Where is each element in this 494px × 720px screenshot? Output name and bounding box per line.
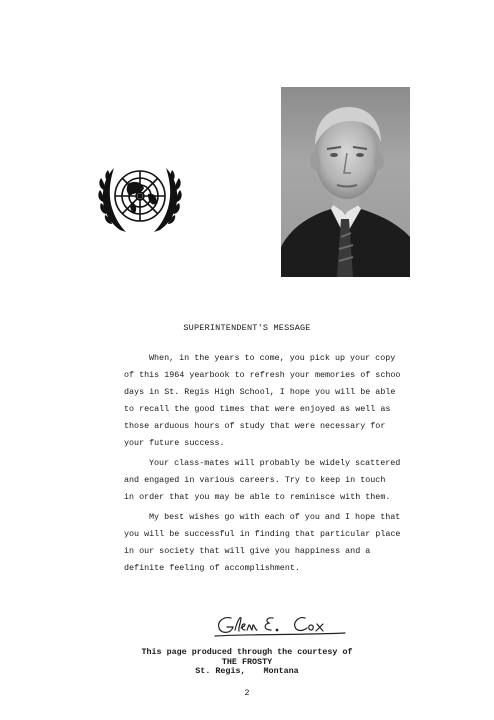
body-line: My best wishes go with each of you and I hope that <box>149 512 401 522</box>
message-heading: SUPERINTENDENT'S MESSAGE <box>183 323 311 333</box>
courtesy-line: This page produced through the courtesy of <box>141 647 353 657</box>
page-number: 2 <box>244 688 250 698</box>
body-line: definite feeling of accomplishment. <box>124 563 300 573</box>
united-nations-emblem-icon <box>98 160 182 234</box>
sponsor-state: Montana <box>263 666 299 676</box>
body-line: your future success. <box>124 438 225 448</box>
body-line: days in St. Regis High School, I hope you will be able <box>124 387 396 397</box>
message-body <box>124 350 401 577</box>
body-line: you will be successful in finding that particular place <box>124 529 401 539</box>
sponsor-location <box>195 667 298 677</box>
body-line: When, in the years to come, you pick up your copy <box>149 353 396 363</box>
body-line: to recall the good times that were enjoyed as well as <box>124 404 391 414</box>
superintendent-portrait <box>281 87 410 277</box>
body-line: and engaged in various careers. Try to keep in touch <box>124 475 386 485</box>
body-line: Your class-mates will probably be widely scattered <box>149 458 401 468</box>
sponsor-name: THE FROSTY <box>221 656 273 667</box>
body-line: in our society that will give you happiness and a <box>124 546 371 556</box>
handwritten-signature <box>213 612 348 640</box>
body-line: of this 1964 yearbook to refresh your memories of schoo <box>124 370 401 380</box>
sponsor-city: St. Regis, <box>195 666 246 676</box>
courtesy-credit <box>0 648 494 677</box>
body-line: in order that you may be able to reminisce with them. <box>124 492 391 502</box>
body-line: those arduous hours of study that were necessary for <box>124 421 386 431</box>
